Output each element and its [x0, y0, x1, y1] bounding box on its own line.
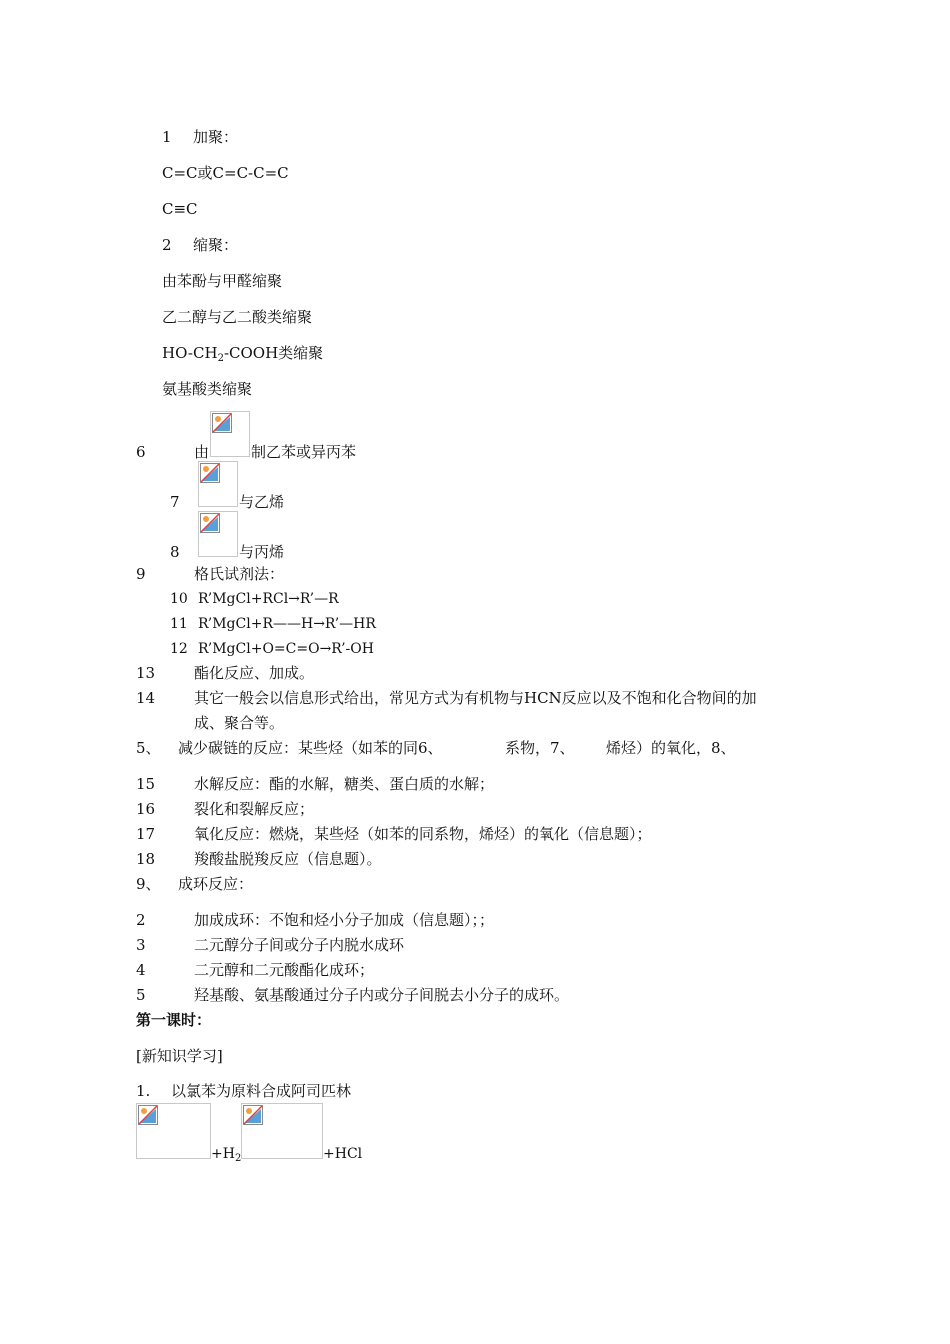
- section-number: 9、: [136, 875, 161, 893]
- lesson-title: 第一课时：: [136, 1011, 212, 1029]
- list-item-text: 格氏试剂法：: [194, 565, 285, 583]
- broken-image-icon: [136, 1103, 211, 1159]
- list-number: 3: [136, 936, 146, 954]
- broken-image-icon: [210, 411, 250, 457]
- list-number: 13: [136, 664, 156, 682]
- list-number: 2: [136, 911, 146, 929]
- reagent-text: +HCl: [323, 1146, 363, 1162]
- list-number: 14: [136, 689, 156, 707]
- list-number: 18: [136, 850, 156, 868]
- task-text: 以氯苯为原料合成阿司匹林: [171, 1082, 352, 1100]
- list-number: 15: [136, 775, 156, 793]
- list-item-text: 羧酸盐脱羧反应（信息题）。: [194, 850, 382, 868]
- reaction-equation: R’MgCl+R——H→R’—HR: [198, 616, 376, 632]
- list-item-text: 加成成环：不饱和烃小分子加成（信息题）；；: [194, 911, 495, 929]
- list-item-text: 乙二醇与乙二酸类缩聚: [162, 308, 313, 326]
- list-item-text: 制乙苯或异丙苯: [251, 443, 357, 461]
- reaction-equation: R’MgCl+O=C=O→R’-OH: [198, 641, 374, 657]
- section-number: 5、: [136, 739, 161, 757]
- broken-image-icon: [241, 1103, 323, 1159]
- list-number: 11: [170, 616, 188, 632]
- broken-image-icon: [198, 511, 238, 557]
- list-number: 6: [136, 443, 146, 461]
- list-item-text: 由苯酚与甲醛缩聚: [162, 272, 283, 290]
- list-number: 16: [136, 800, 156, 818]
- list-item-text: 氧化反应：燃烧，某些烃（如苯的同系物，烯烃）的氧化（信息题）；: [194, 825, 652, 843]
- formula-part: -COOH类缩聚: [223, 344, 324, 362]
- reaction-equation: R’MgCl+RCl→R’—R: [198, 591, 339, 607]
- list-number: 9: [136, 565, 146, 583]
- subscript: 2: [234, 1153, 242, 1164]
- list-item-text: 二元醇分子间或分子内脱水成环: [194, 936, 405, 954]
- list-item-text: 缩聚：: [193, 236, 239, 254]
- list-item-text: 裂化和裂解反应；: [194, 800, 315, 818]
- list-item-text: 二元醇和二元酸酯化成环；: [194, 961, 375, 979]
- formula-text: C≡C: [162, 200, 198, 218]
- list-item-text: 与乙烯: [239, 493, 285, 511]
- formula-text: [162, 343, 323, 366]
- broken-image-icon: [198, 461, 238, 507]
- list-item-text: 水解反应：酯的水解，糖类、蛋白质的水解；: [194, 775, 495, 793]
- list-item-text: 由: [194, 443, 210, 461]
- list-number: 17: [136, 825, 156, 843]
- list-number: 8: [170, 543, 180, 561]
- list-number: 5: [136, 986, 146, 1004]
- list-number: 12: [170, 641, 188, 657]
- list-number: 10: [170, 591, 188, 607]
- list-number: 4: [136, 961, 146, 979]
- list-item-text: 羟基酸、氨基酸通过分子内或分子间脱去小分子的成环。: [194, 986, 570, 1004]
- list-number: 1.: [136, 1082, 151, 1100]
- section-text: 成环反应：: [178, 875, 254, 893]
- list-item-text: 加聚：: [193, 128, 239, 146]
- section-text: 减少碳链的反应：某些烃（如苯的同6、: [178, 739, 443, 757]
- list-item-text: 其它一般会以信息形式给出，常见方式为有机物与HCN反应以及不饱和化合物间的加: [194, 689, 757, 707]
- subscript: 2: [217, 353, 224, 364]
- list-item-text: 成、聚合等。: [194, 714, 285, 732]
- section-title: [新知识学习]: [136, 1047, 223, 1065]
- section-text: 烯烃）的氧化，8、: [606, 739, 736, 757]
- list-item-text: 与丙烯: [239, 543, 285, 561]
- list-number: 1: [162, 128, 172, 146]
- list-number: 2: [162, 236, 172, 254]
- formula-part: +H: [211, 1146, 235, 1162]
- section-text: 系物，7、: [505, 739, 575, 757]
- formula-part: HO-CH: [162, 344, 218, 362]
- formula-text: C=C或C=C-C=C: [162, 164, 289, 182]
- list-number: 7: [170, 493, 180, 511]
- list-item-text: 氨基酸类缩聚: [162, 380, 253, 398]
- list-item-text: 酯化反应、加成。: [194, 664, 315, 682]
